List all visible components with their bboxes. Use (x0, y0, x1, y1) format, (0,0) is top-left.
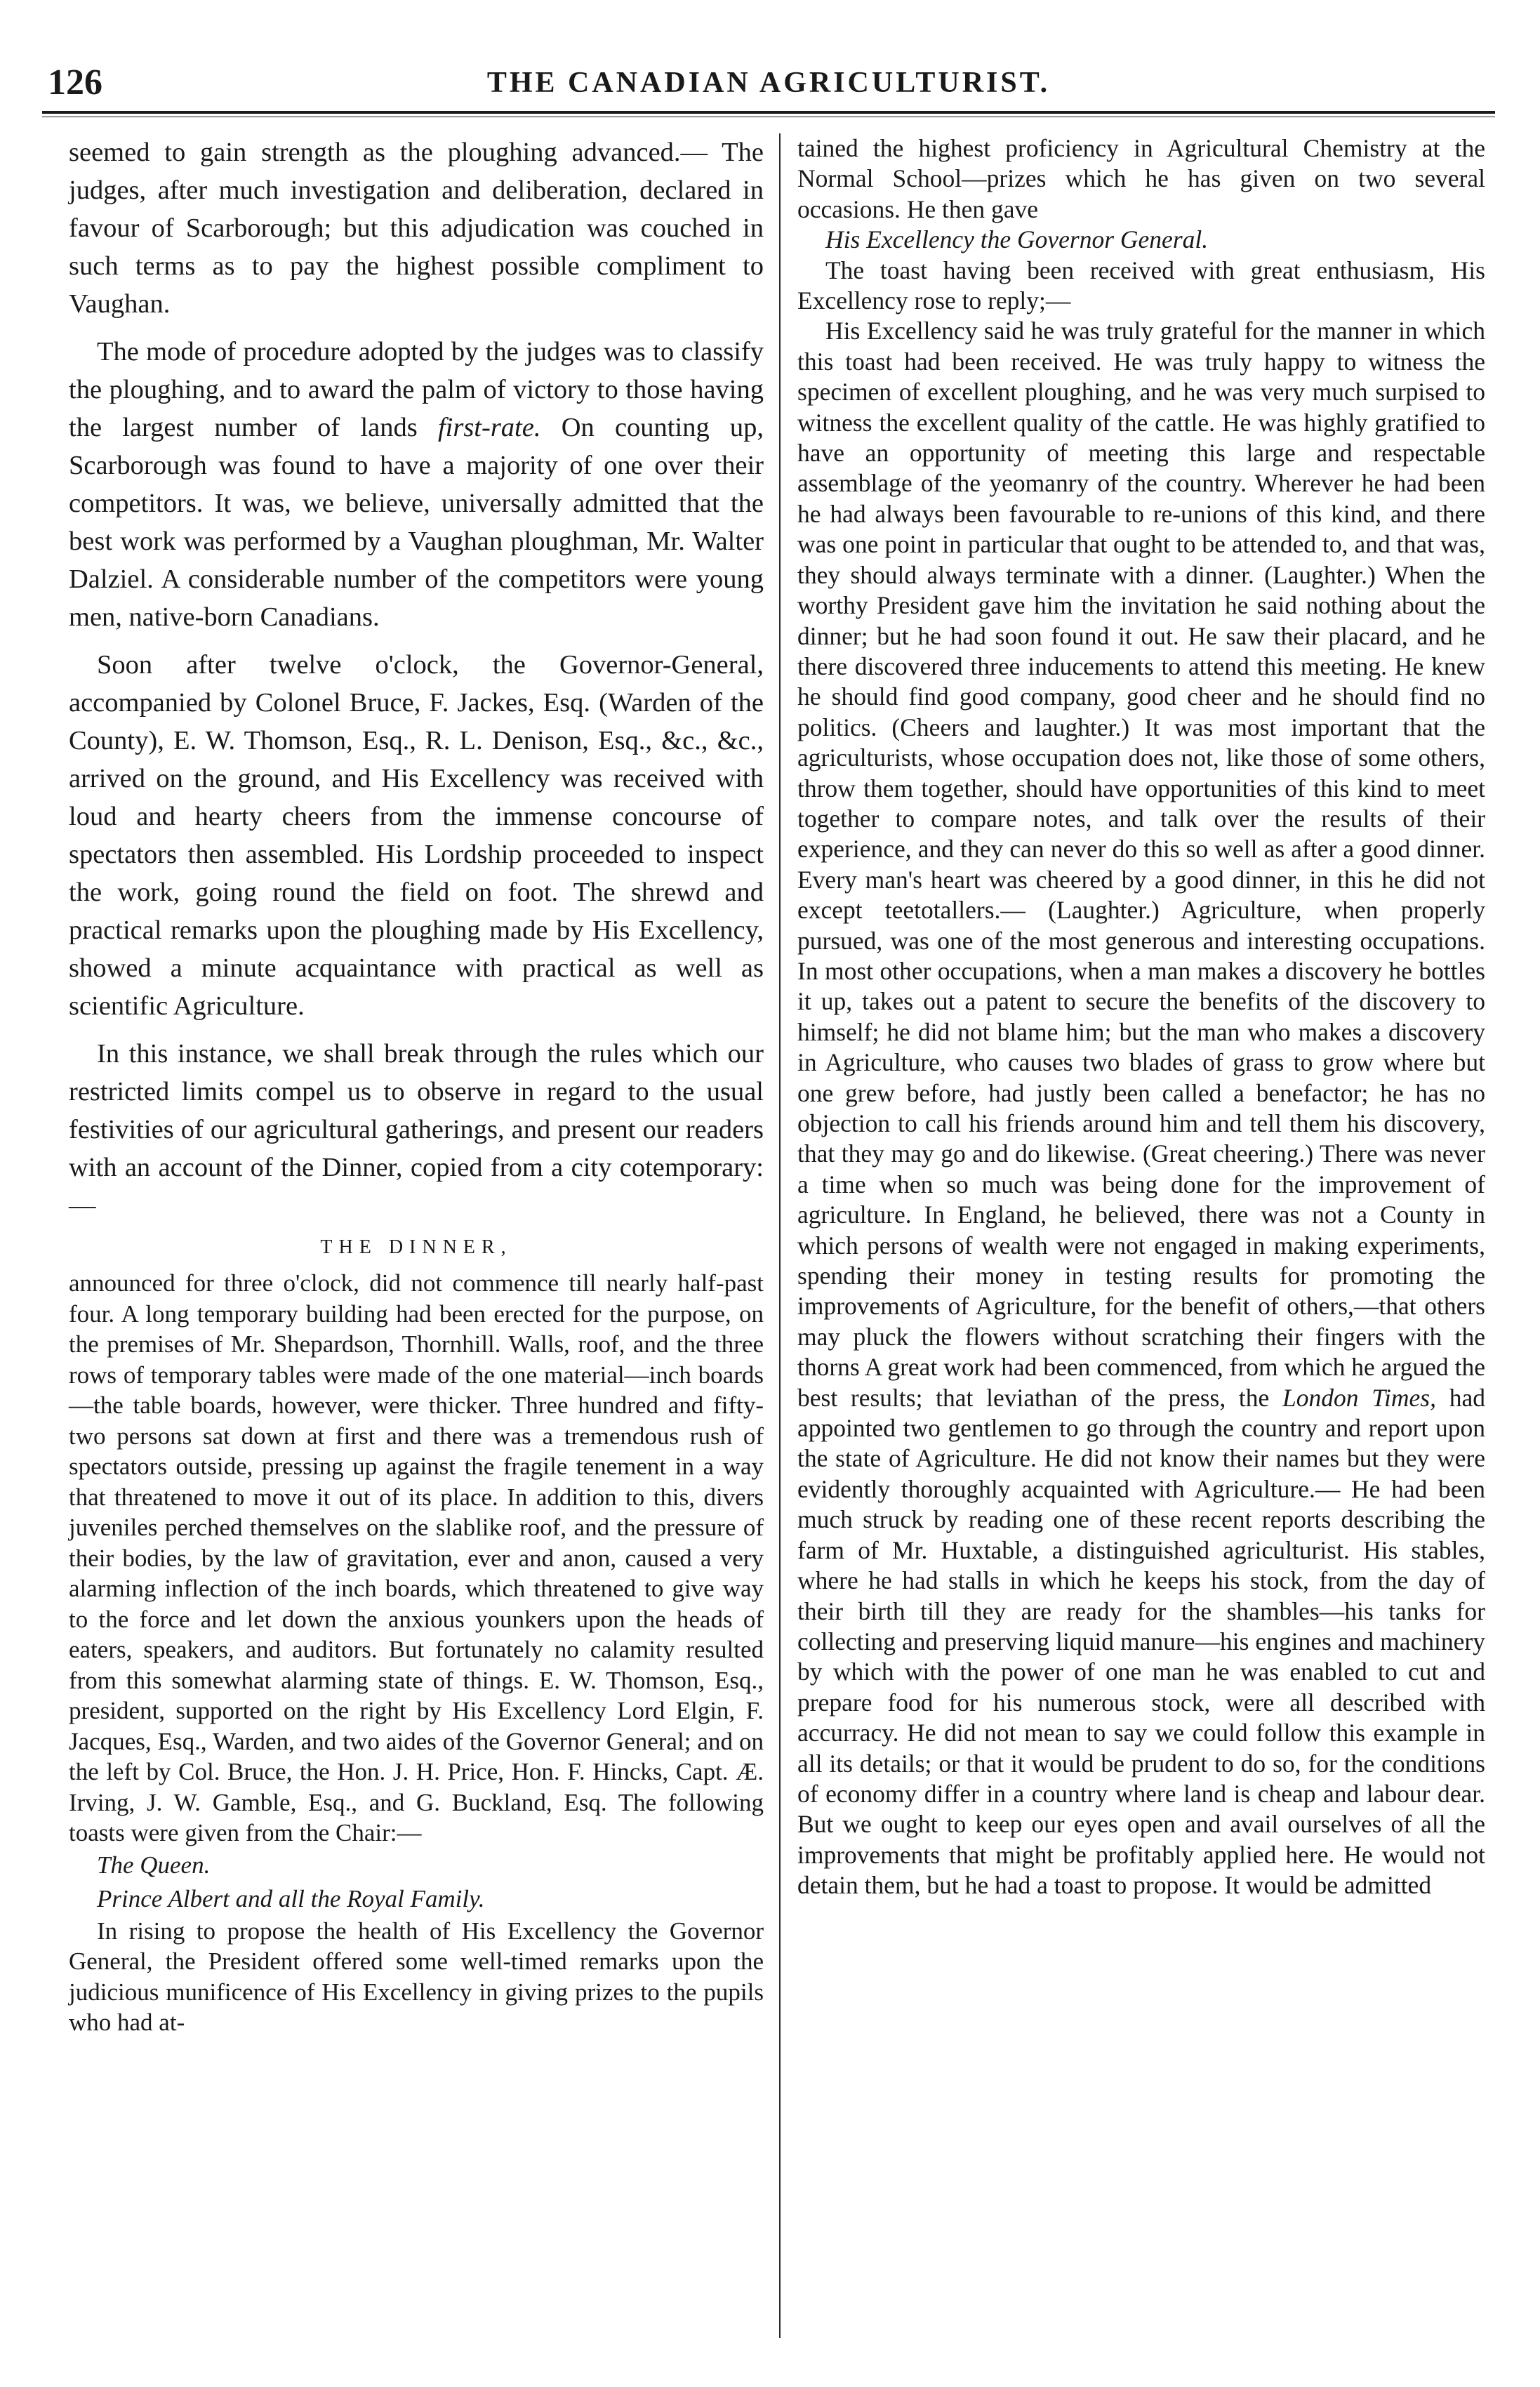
paragraph: announced for three o'clock, did not commence till nearly half-past four. A long temporary building had been erected for the purpose, on the premises of Mr. Shepardson, Thornhill. Walls, roof, and the three rows of temporary tables were made of the one material—inch boards—the table boards, however, were thicker. Three hundred and fifty-two persons sat down at first and there was a tremendous rush of spectators outside, pressing up against the fragile tenement in a way that threatened to move it out of its place. In addition to this, divers juveniles perched themselves on the slablike roof, and the pressure of their bodies, by the law of gravitation, ever and anon, caused a very alarming inflection of the inch boards, which threatened to give way to the force and let down the anxious younkers upon the heads of eaters, speakers, and auditors. But fortunately no calamity resulted from this somewhat alarming state of things. E. W. Thomson, Esq., president, supported on the right by His Excellency Lord Elgin, F. Jacques, Esq., Warden, and two aides of the Governor General; and on the left by Col. Bruce, the Hon. J. H. Price, Hon. F. Hincks, Capt. Æ. Irving, J. W. Gamble, Esq., and G. Buckland, Esq. The following toasts were given from the Chair:— (69, 1269, 764, 1846)
toast-heading: His Excellency the Governor General. (825, 225, 1209, 254)
section-heading: THE DINNER, (320, 1236, 512, 1258)
page-header (42, 62, 1495, 104)
paragraph: In rising to propose the health of His Excellency the Governor General, the President offered some well-timed remarks upon the judicious munificence of His Excellency in giving prizes to the pupils who had at- (69, 1917, 764, 2036)
toast-heading: Prince Albert and all the Royal Family. (97, 1884, 485, 1912)
paragraph: The toast having been received with great enthusiasm, His Excellency rose to reply;— (797, 256, 1485, 315)
column-divider (779, 133, 781, 2338)
toast-heading: The Queen. (97, 1851, 211, 1879)
paragraph: tained the highest proficiency in Agricultural Chemistry at the Normal School—prizes which he has given on two several occasions. He then gave (797, 134, 1485, 223)
header-rule-thick (42, 111, 1495, 114)
paragraph: seemed to gain strength as the ploughing advanced.— The judges, after much investigation and deliberation, declared in favour of Scarborough; but this adjudication was couched in such terms as to pay the highest possible compliment to Vaughan. (69, 138, 764, 319)
text-run: On counting up, Scarborough was found to have a majority of one over their competitors. It was, we believe, universally admitted that the best work was performed by a Vaughan ploughman, Mr. Walter Dalziel. A considerable number of the competitors were young men, native-born Canadians. (69, 413, 764, 632)
running-title: THE CANADIAN AGRICULTURIST. (486, 67, 1051, 99)
paragraph (797, 316, 1485, 1900)
text-run: had appointed two gentlemen to go through the country and report upon the state of Agriculture. He did not know their names but they were evidently thoroughly acquainted with Agriculture.— He had been much struck by reading one of these recent reports describing the farm of Mr. Huxtable, a distinguished agriculturist. His stables, where he had stalls in which he keeps his stock, from the day of their birth till they are ready for the shambles—his tanks for collecting and preserving liquid manure—his engines and machinery by which with the power of one man he was enabled to cut and prepare food for his numerous stock, were all described with accurracy. He did not mean to say we could follow this example in all its details; or that it would be prudent to do so, for the conditions of economy differ in a country where land is cheap and labour dear. But we ought to keep our eyes open and avail ourselves of all the improvements that might be profitably applied here. He would not detain them, but he had a toast to propose. It would be admitted (797, 1383, 1485, 1900)
right-column (797, 133, 1485, 1901)
text-run: His Excellency said he was truly grateful for the manner in which this toast had been received. He was truly happy to witness the specimen of excellent ploughing, and he was very much surpised to witness the excellent quality of the cattle. He was highly gratified to have an opportunity of meeting this large and respectable assemblage of the yeomanry of the country. Wherever he had been he had always been favourable to re-unions of this kind, and there was one point in particular that ought to be attended to, and that was, they should always terminate with a dinner. (Laughter.) When the worthy President gave him the invitation he said nothing about the dinner; but he had soon found it out. He saw their placard, and he there discovered three inducements to attend this meeting. He knew he should find good company, good cheer and he should find no politics. (Cheers and laughter.) It was most important that the agriculturists, whose occupation does not, like those of some others, throw them together, should have opportunities of this kind to meet together to compare notes, and talk over the results of their experience, and they can never do this so well as after a good dinner. Every man's heart was cheered by a good dinner, in this he did not except teetotallers.— (Laughter.) Agriculture, when properly pursued, was one of the most generous and interesting occupations. In most other occupations, when a man makes a discovery he bottles it up, takes out a patent to secure the benefits of the discovery to himself; he did not blame him; but the man who makes a discovery in Agriculture, who causes two blades of grass to grow where but one grew before, had justly been called a benefactor; he has no objection to call his friends around him and tell them his discovery, that they may go and do likewise. (Great cheering.) There was never a time when so much was being done for the improvement of agriculture. In England, he believed, there was not a County in which persons of wealth were not engaged in making experiments, spending their money in testing results for promoting the improvements of Agriculture, for the benefit of others,—that others may pluck the flowers without scratching their fingers with the thorns A great work had been commenced, from which he argued the best results; that leviathan of the press, the (797, 317, 1485, 1412)
paragraph: In this instance, we shall break through the rules which our restricted limits compel us to observe in regard to the usual festivities of our agricultural gatherings, and present our readers with an account of the Dinner, copied from a city cotemporary:— (69, 1039, 764, 1220)
paragraph: Soon after twelve o'clock, the Governor-General, accompanied by Colonel Bruce, F. Jackes, Esq. (Warden of the County), E. W. Thomson, Esq., R. L. Denison, Esq., &c., &c., arrived on the ground, and His Excellency was received with loud and hearty cheers from the immense concourse of spectators then assembled. His Lordship proceeded to inspect the work, going round the field on foot. The shrewd and practical remarks upon the ploughing made by His Excellency, showed a minute acquaintance with practical as well as scientific Agriculture. (69, 650, 764, 1021)
italic-text: London Times, (1282, 1383, 1436, 1412)
text-run: The mode of procedure adopted by the judges was to classify the ploughing, and to award the palm of victory to those having the largest number of lands (69, 337, 764, 442)
page-number: 126 (48, 62, 102, 103)
left-column (69, 133, 764, 2038)
italic-text: first-rate. (437, 413, 541, 442)
paragraph (69, 333, 764, 636)
